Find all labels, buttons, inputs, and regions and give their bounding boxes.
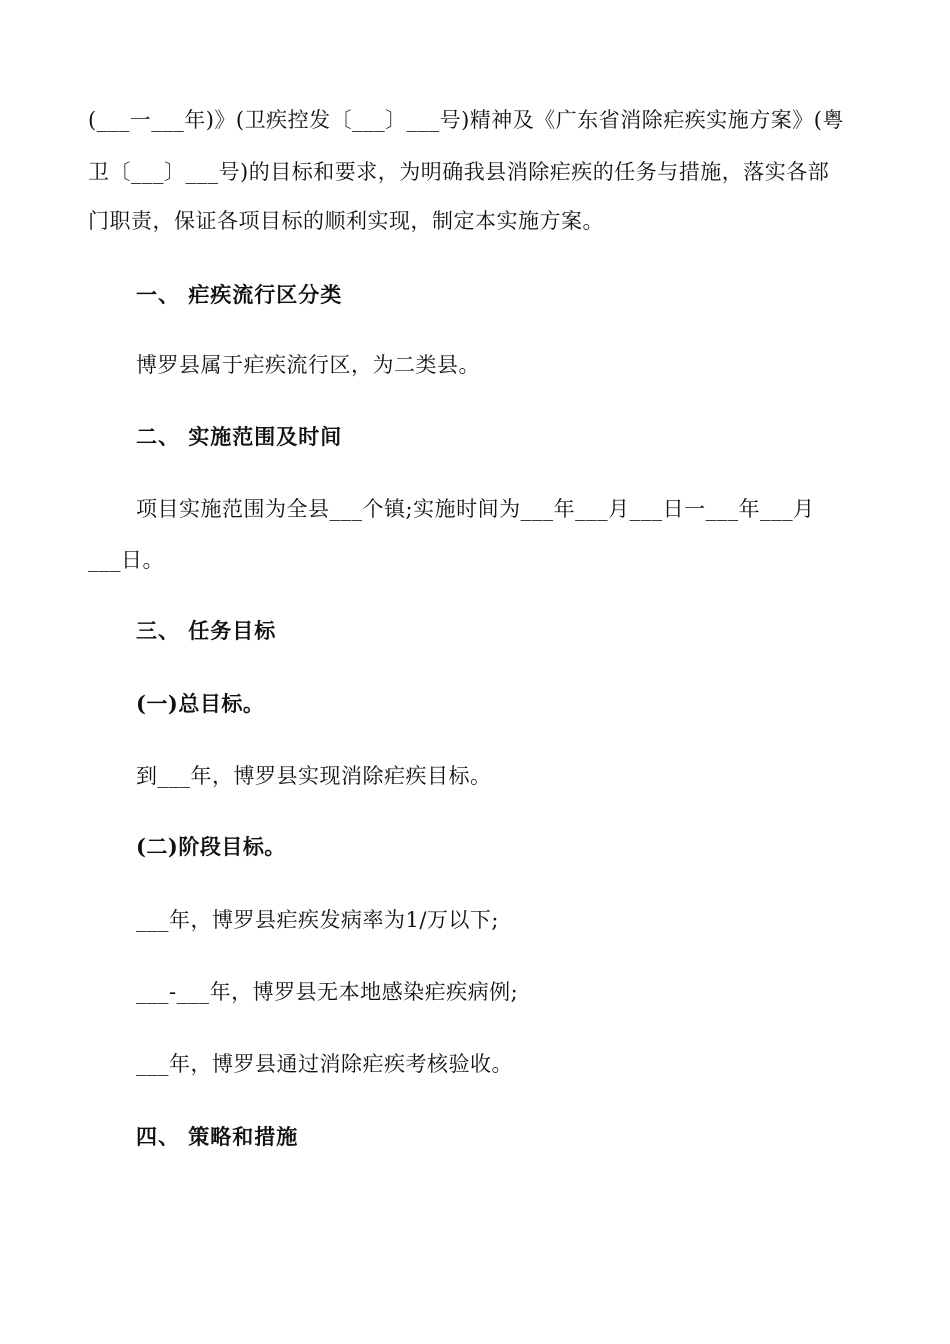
intro-line-3: 门职责，保证各项目标的顺利实现，制定本实施方案。 — [88, 209, 604, 233]
section-3-goal-item-3: ___年，博罗县通过消除疟疾考核验收。 — [136, 1052, 513, 1076]
intro-line-2: 卫〔___〕___号)的目标和要求，为明确我县消除疟疾的任务与措施，落实各部 — [88, 160, 830, 184]
section-4-heading: 四、 策略和措施 — [136, 1124, 299, 1149]
intro-line-1: (___一___年)》(卫疾控发〔___〕___号)精神及《广东省消除疟疾实施方案》(粤 — [88, 108, 844, 132]
section-3-goal-item-1: ___年，博罗县疟疾发病率为1/万以下; — [136, 908, 500, 932]
section-3-goal-item-2: ___-___年，博罗县无本地感染疟疾病例; — [136, 980, 519, 1004]
section-1-heading: 一、 疟疾流行区分类 — [136, 282, 343, 307]
section-3-heading: 三、 任务目标 — [136, 618, 277, 643]
section-2-body-line-2: ___日。 — [88, 548, 164, 572]
section-2-heading: 二、 实施范围及时间 — [136, 424, 343, 449]
section-3-sub-1-heading: (一)总目标。 — [136, 691, 265, 716]
section-3-sub-2-heading: (二)阶段目标。 — [136, 834, 286, 859]
section-2-body-line-1: 项目实施范围为全县___个镇;实施时间为___年___月___日一___年___月 — [136, 497, 815, 521]
section-1-body: 博罗县属于疟疾流行区，为二类县。 — [136, 353, 480, 377]
section-3-sub-1-body: 到___年，博罗县实现消除疟疾目标。 — [136, 764, 492, 788]
